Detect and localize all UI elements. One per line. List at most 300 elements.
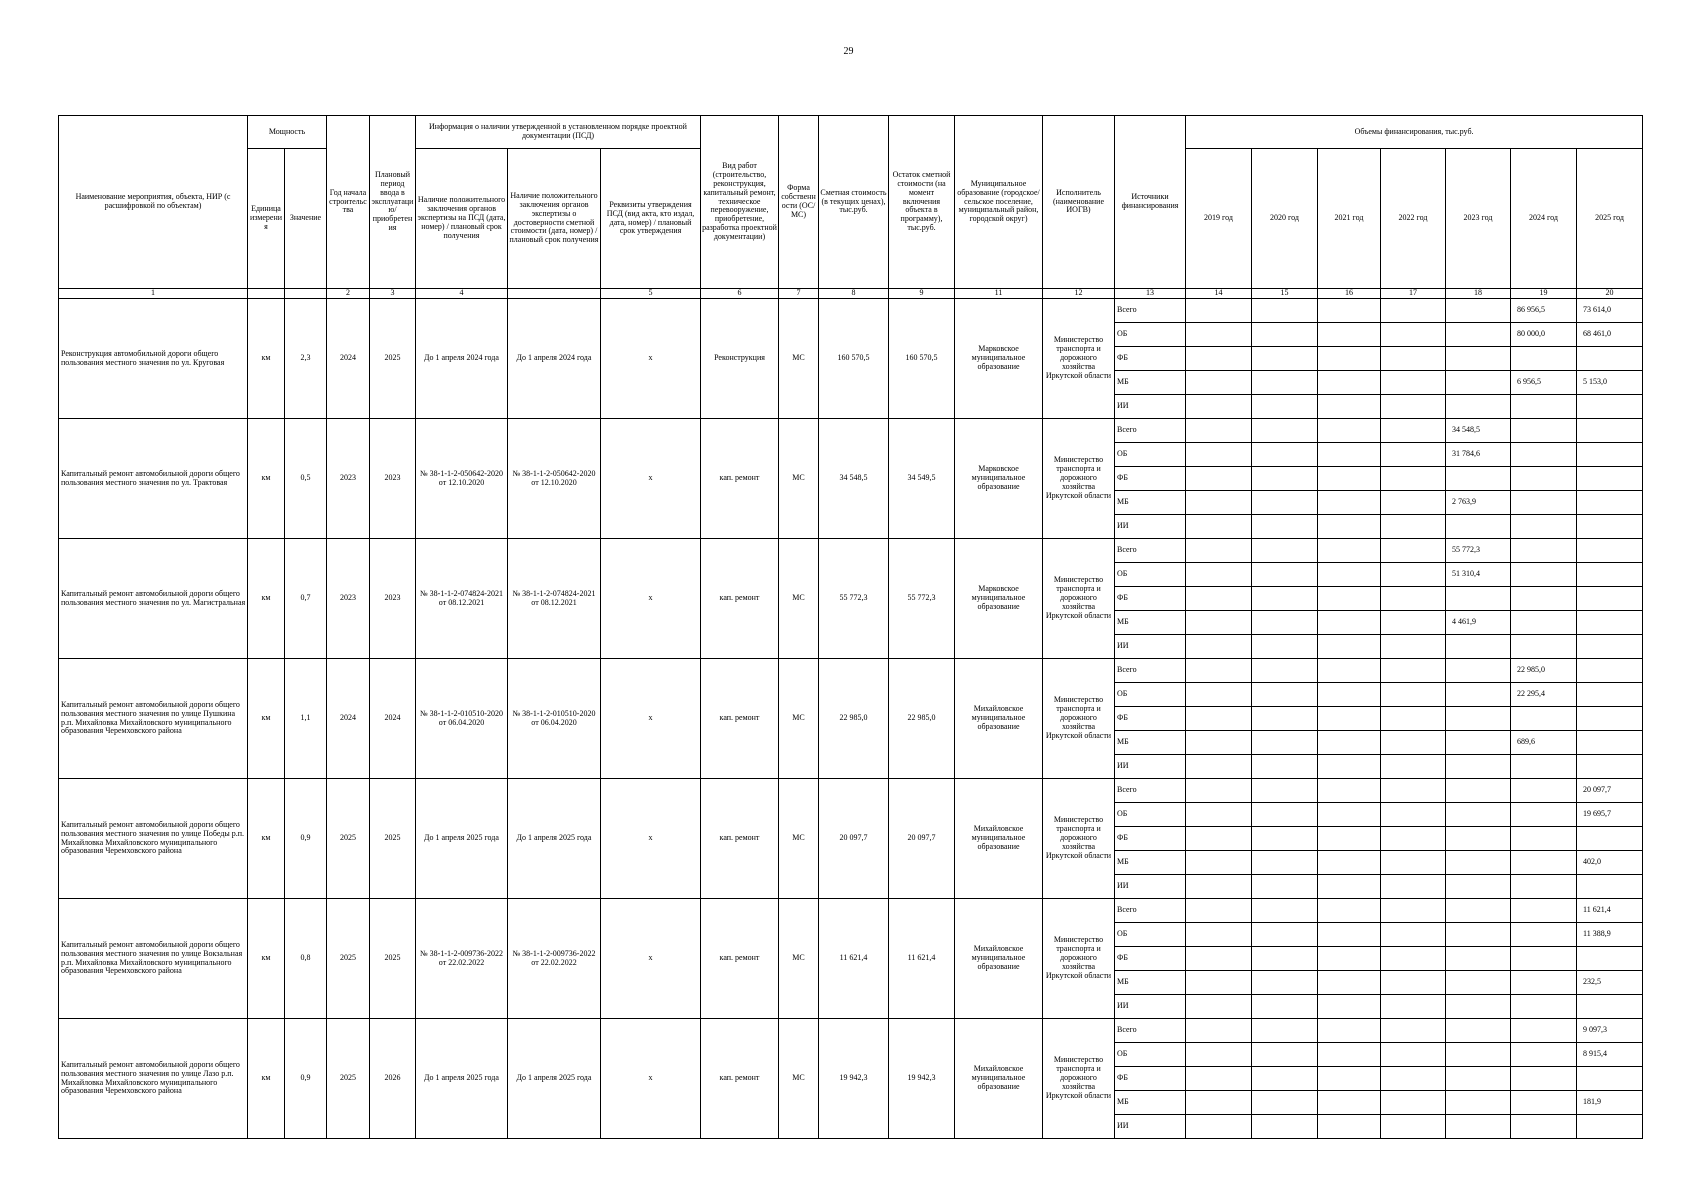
funding-cell [1446,995,1511,1019]
project-cost-expertise: № 38-1-1-2-009736-2022 от 22.02.2022 [508,899,601,1019]
funding-source-label: МБ [1115,611,1186,635]
funding-cell [1446,707,1511,731]
funding-cell [1252,947,1318,971]
funding-cell [1577,563,1643,587]
funding-cell [1446,731,1511,755]
column-number [508,289,601,299]
funding-source-label: ФБ [1115,467,1186,491]
column-number: 7 [779,289,819,299]
column-number: 13 [1115,289,1186,299]
funding-cell [1577,419,1643,443]
funding-cell [1186,323,1252,347]
funding-cell [1577,875,1643,899]
funding-cell [1446,467,1511,491]
funding-cell [1511,539,1577,563]
funding-source-label: Всего [1115,659,1186,683]
funding-cell: 34 548,5 [1446,419,1511,443]
table-body [59,299,1643,1139]
funding-cell [1446,635,1511,659]
column-numbers-row [59,289,1643,299]
funding-cell [1381,515,1446,539]
funding-cell [1446,851,1511,875]
project-unit: км [248,899,285,1019]
funding-cell: 20 097,7 [1577,779,1643,803]
column-number: 11 [955,289,1043,299]
funding-cell [1318,1091,1381,1115]
project-estimate-cost: 55 772,3 [819,539,889,659]
funding-cell: 55 772,3 [1446,539,1511,563]
funding-cell [1318,971,1381,995]
project-name: Капитальный ремонт автомобильной дороги общего пользования местного значения по улице Пушкина р.п. Михайловка Михайловского муниципального образования Черемховского района [59,659,248,779]
funding-cell [1252,1043,1318,1067]
col-psd-expertise-header: Наличие положительного заключения органов экспертизы на ПСД (дата, номер) / плановый срок получения [416,149,508,289]
funding-cell [1318,947,1381,971]
column-number: 8 [819,289,889,299]
project-municipality: Михайловское муниципальное образование [955,659,1043,779]
funding-cell [1252,1091,1318,1115]
column-number: 19 [1511,289,1577,299]
funding-cell [1511,467,1577,491]
funding-cell [1252,971,1318,995]
funding-cell [1252,779,1318,803]
funding-source-label: МБ [1115,371,1186,395]
funding-cell [1186,923,1252,947]
project-unit: км [248,539,285,659]
project-remaining-cost: 11 621,4 [889,899,955,1019]
funding-cell [1446,827,1511,851]
funding-cell [1252,659,1318,683]
column-number: 14 [1186,289,1252,299]
funding-cell [1381,1043,1446,1067]
year-header: 2021 год [1318,149,1381,289]
funding-cell [1381,851,1446,875]
funding-cell: 6 956,5 [1511,371,1577,395]
column-number: 6 [701,289,779,299]
project-estimate-cost: 34 548,5 [819,419,889,539]
funding-cell [1577,467,1643,491]
project-requisites: х [601,899,701,1019]
funding-cell [1381,563,1446,587]
funding-cell [1577,827,1643,851]
funding-cell [1381,1019,1446,1043]
project-unit: км [248,1019,285,1139]
funding-cell [1186,443,1252,467]
funding-cell [1381,971,1446,995]
funding-cell [1318,563,1381,587]
funding-cell: 19 695,7 [1577,803,1643,827]
project-executor: Министерство транспорта и дорожного хозяйства Иркутской области [1043,539,1115,659]
funding-cell [1577,995,1643,1019]
project-estimate-cost: 11 621,4 [819,899,889,1019]
column-number: 15 [1252,289,1318,299]
funding-source-label: ФБ [1115,587,1186,611]
funding-cell [1511,971,1577,995]
funding-cell [1318,515,1381,539]
table-row [59,659,1643,683]
project-unit: км [248,659,285,779]
project-name: Капитальный ремонт автомобильной дороги общего пользования местного значения по улице Вокзальная р.п. Михайловка Михайловского муниципального образования Черемховского района [59,899,248,1019]
funding-source-label: ИИ [1115,755,1186,779]
funding-cell [1381,1067,1446,1091]
funding-cell [1318,731,1381,755]
funding-cell: 11 621,4 [1577,899,1643,923]
funding-cell [1252,995,1318,1019]
project-municipality: Марковское муниципальное образование [955,419,1043,539]
funding-source-label: ФБ [1115,827,1186,851]
funding-cell [1252,1019,1318,1043]
funding-cell [1446,755,1511,779]
funding-cell [1511,923,1577,947]
project-cost-expertise: № 38-1-1-2-010510-2020 от 06.04.2020 [508,659,601,779]
funding-cell [1252,731,1318,755]
funding-cell [1318,1019,1381,1043]
funding-cell [1318,635,1381,659]
funding-cell [1318,827,1381,851]
column-number: 3 [370,289,416,299]
funding-cell [1186,1043,1252,1067]
funding-cell [1446,395,1511,419]
funding-cell [1381,443,1446,467]
funding-cell [1381,395,1446,419]
project-estimate-cost: 20 097,7 [819,779,889,899]
table-row [59,539,1643,563]
funding-cell [1186,803,1252,827]
funding-cell [1511,1043,1577,1067]
funding-cell [1511,443,1577,467]
funding-cell [1381,491,1446,515]
funding-cell [1381,611,1446,635]
funding-cell: 80 000,0 [1511,323,1577,347]
funding-cell [1252,443,1318,467]
col-municipality-header: Муниципальное образование (городское/сельское поселение, муниципальный район, городской округ) [955,116,1043,289]
project-start-year: 2024 [327,299,370,419]
funding-cell [1577,683,1643,707]
funding-source-label: ОБ [1115,923,1186,947]
funding-cell [1577,515,1643,539]
funding-cell: 22 295,4 [1511,683,1577,707]
column-number: 20 [1577,289,1643,299]
funding-cell [1186,1019,1252,1043]
funding-cell [1577,1115,1643,1139]
column-number: 16 [1318,289,1381,299]
funding-source-label: ОБ [1115,323,1186,347]
funding-cell [1186,539,1252,563]
funding-source-label: ИИ [1115,635,1186,659]
funding-cell: 8 915,4 [1577,1043,1643,1067]
funding-cell: 402,0 [1577,851,1643,875]
funding-cell [1318,299,1381,323]
project-value: 0,9 [285,1019,327,1139]
project-value: 1,1 [285,659,327,779]
project-psd-expertise: № 38-1-1-2-050642-2020 от 12.10.2020 [416,419,508,539]
funding-cell [1381,419,1446,443]
funding-cell [1381,827,1446,851]
col-psd-info-header: Информация о наличии утвержденной в установленном порядке проектной документации (ПСД) [416,116,701,149]
funding-cell [1577,659,1643,683]
project-unit: км [248,779,285,899]
year-header: 2022 год [1381,149,1446,289]
funding-cell [1186,995,1252,1019]
project-remaining-cost: 55 772,3 [889,539,955,659]
funding-cell [1318,1067,1381,1091]
funding-cell [1252,467,1318,491]
funding-cell [1252,755,1318,779]
funding-cell [1318,323,1381,347]
funding-cell [1186,467,1252,491]
funding-cell [1511,515,1577,539]
funding-cell [1511,1019,1577,1043]
table-row [59,419,1643,443]
funding-cell [1252,611,1318,635]
year-header: 2023 год [1446,149,1511,289]
col-psd-requisites-header: Реквизиты утверждения ПСД (вид акта, кто издал, дата, номер) / плановый срок утверждения [601,149,701,289]
funding-cell [1252,323,1318,347]
funding-cell [1318,755,1381,779]
funding-source-label: МБ [1115,491,1186,515]
funding-cell [1252,827,1318,851]
funding-cell [1318,395,1381,419]
project-executor: Министерство транспорта и дорожного хозяйства Иркутской области [1043,299,1115,419]
project-name: Капитальный ремонт автомобильной дороги общего пользования местного значения по улице Лазо р.п. Михайловка Михайловского муниципального образования Черемховского района [59,1019,248,1139]
project-cost-expertise: № 38-1-1-2-050642-2020 от 12.10.2020 [508,419,601,539]
funding-cell [1186,731,1252,755]
col-start-year-header: Год начала строительства [327,116,370,289]
funding-cell [1446,659,1511,683]
funding-cell [1577,755,1643,779]
funding-source-label: Всего [1115,539,1186,563]
project-work-type: кап. ремонт [701,779,779,899]
project-value: 0,7 [285,539,327,659]
financing-table [58,115,1643,1139]
funding-cell [1381,755,1446,779]
funding-cell [1318,707,1381,731]
col-capacity-header: Мощность [248,116,327,149]
project-executor: Министерство транспорта и дорожного хозяйства Иркутской области [1043,1019,1115,1139]
funding-cell [1577,395,1643,419]
table-row [59,779,1643,803]
funding-cell [1511,395,1577,419]
funding-cell [1186,971,1252,995]
funding-source-label: Всего [1115,779,1186,803]
year-header: 2025 год [1577,149,1643,289]
funding-cell: 181,9 [1577,1091,1643,1115]
column-number [248,289,285,299]
funding-cell: 9 097,3 [1577,1019,1643,1043]
funding-cell [1186,755,1252,779]
funding-cell [1577,947,1643,971]
funding-cell [1511,827,1577,851]
funding-cell [1381,875,1446,899]
funding-cell [1381,1091,1446,1115]
funding-cell [1186,1115,1252,1139]
project-value: 2,3 [285,299,327,419]
project-remaining-cost: 160 570,5 [889,299,955,419]
project-work-type: кап. ремонт [701,419,779,539]
funding-cell: 51 310,4 [1446,563,1511,587]
funding-cell [1446,875,1511,899]
funding-cell [1252,491,1318,515]
funding-cell [1252,515,1318,539]
funding-cell: 4 461,9 [1446,611,1511,635]
funding-cell [1511,419,1577,443]
project-planned-year: 2026 [370,1019,416,1139]
funding-cell [1186,419,1252,443]
project-value: 0,5 [285,419,327,539]
project-planned-year: 2024 [370,659,416,779]
funding-cell [1318,347,1381,371]
year-header: 2024 год [1511,149,1577,289]
col-ownership-header: Форма собственности (ОС/МС) [779,116,819,289]
funding-cell [1318,899,1381,923]
funding-source-label: ИИ [1115,995,1186,1019]
project-cost-expertise: До 1 апреля 2025 года [508,1019,601,1139]
column-number: 9 [889,289,955,299]
funding-cell: 31 784,6 [1446,443,1511,467]
col-executor-header: Исполнитель (наименование ИОГВ) [1043,116,1115,289]
project-requisites: х [601,539,701,659]
col-unit-header: Единица измерения [248,149,285,289]
funding-cell [1186,347,1252,371]
funding-cell [1577,491,1643,515]
funding-cell: 86 956,5 [1511,299,1577,323]
funding-cell [1577,443,1643,467]
project-start-year: 2024 [327,659,370,779]
project-ownership: МС [779,659,819,779]
funding-cell [1252,875,1318,899]
funding-cell [1577,635,1643,659]
funding-cell [1318,875,1381,899]
funding-cell [1186,1091,1252,1115]
funding-cell [1186,515,1252,539]
funding-cell [1252,923,1318,947]
funding-cell [1186,683,1252,707]
funding-cell [1318,467,1381,491]
funding-cell: 232,5 [1577,971,1643,995]
funding-cell [1318,1115,1381,1139]
funding-cell [1511,851,1577,875]
column-number: 5 [601,289,701,299]
column-number: 17 [1381,289,1446,299]
project-planned-year: 2023 [370,419,416,539]
funding-cell [1318,659,1381,683]
funding-cell [1511,491,1577,515]
funding-cell [1511,563,1577,587]
col-estimate-cost-header: Сметная стоимость (в текущих ценах), тыс.руб. [819,116,889,289]
funding-cell [1186,827,1252,851]
funding-cell [1446,899,1511,923]
project-remaining-cost: 20 097,7 [889,779,955,899]
funding-cell [1511,635,1577,659]
funding-cell [1318,683,1381,707]
funding-source-label: ОБ [1115,443,1186,467]
project-unit: км [248,299,285,419]
project-executor: Министерство транспорта и дорожного хозяйства Иркутской области [1043,899,1115,1019]
funding-cell [1381,683,1446,707]
funding-cell [1252,683,1318,707]
funding-cell [1446,371,1511,395]
project-remaining-cost: 22 985,0 [889,659,955,779]
funding-source-label: ОБ [1115,1043,1186,1067]
project-ownership: МС [779,299,819,419]
project-requisites: х [601,299,701,419]
col-cost-expertise-header: Наличие положительного заключения органов экспертизы о достоверности сметной стоимости (дата, номер) / плановый срок получения [508,149,601,289]
funding-source-label: Всего [1115,899,1186,923]
funding-cell [1511,1115,1577,1139]
funding-cell [1252,371,1318,395]
funding-source-label: ОБ [1115,803,1186,827]
col-name-header: Наименование мероприятия, объекта, НИР (с расшифровкой по объектам) [59,116,248,289]
funding-cell [1446,803,1511,827]
project-value: 0,8 [285,899,327,1019]
funding-cell [1186,779,1252,803]
funding-cell [1381,1115,1446,1139]
page-number: 29 [843,46,854,57]
project-start-year: 2023 [327,419,370,539]
project-planned-year: 2025 [370,779,416,899]
project-requisites: х [601,1019,701,1139]
funding-cell [1186,491,1252,515]
funding-cell: 5 153,0 [1577,371,1643,395]
funding-cell [1318,803,1381,827]
project-remaining-cost: 19 942,3 [889,1019,955,1139]
project-estimate-cost: 22 985,0 [819,659,889,779]
funding-cell [1381,659,1446,683]
project-name: Капитальный ремонт автомобильной дороги общего пользования местного значения по ул. Магистральная [59,539,248,659]
funding-cell [1511,803,1577,827]
project-ownership: МС [779,779,819,899]
funding-cell [1252,539,1318,563]
column-number: 1 [59,289,248,299]
funding-source-label: ОБ [1115,683,1186,707]
project-psd-expertise: До 1 апреля 2024 года [416,299,508,419]
year-header: 2019 год [1186,149,1252,289]
project-planned-year: 2025 [370,299,416,419]
funding-cell [1511,1091,1577,1115]
funding-cell [1381,899,1446,923]
funding-cell [1381,947,1446,971]
project-work-type: Реконструкция [701,299,779,419]
funding-cell [1318,371,1381,395]
project-estimate-cost: 160 570,5 [819,299,889,419]
funding-cell [1381,299,1446,323]
funding-cell [1252,899,1318,923]
funding-cell [1252,803,1318,827]
funding-source-label: МБ [1115,971,1186,995]
project-psd-expertise: До 1 апреля 2025 года [416,779,508,899]
funding-cell: 689,6 [1511,731,1577,755]
funding-cell [1381,635,1446,659]
funding-cell [1186,947,1252,971]
project-executor: Министерство транспорта и дорожного хозяйства Иркутской области [1043,779,1115,899]
funding-source-label: ИИ [1115,1115,1186,1139]
project-ownership: МС [779,539,819,659]
funding-cell [1511,779,1577,803]
funding-cell [1186,371,1252,395]
funding-cell [1252,851,1318,875]
funding-cell [1446,347,1511,371]
funding-cell [1511,899,1577,923]
funding-cell [1186,659,1252,683]
funding-cell: 11 388,9 [1577,923,1643,947]
funding-cell [1186,707,1252,731]
project-estimate-cost: 19 942,3 [819,1019,889,1139]
project-value: 0,9 [285,779,327,899]
column-number: 4 [416,289,508,299]
funding-cell [1318,443,1381,467]
project-psd-expertise: До 1 апреля 2025 года [416,1019,508,1139]
funding-cell [1577,611,1643,635]
funding-cell [1511,947,1577,971]
